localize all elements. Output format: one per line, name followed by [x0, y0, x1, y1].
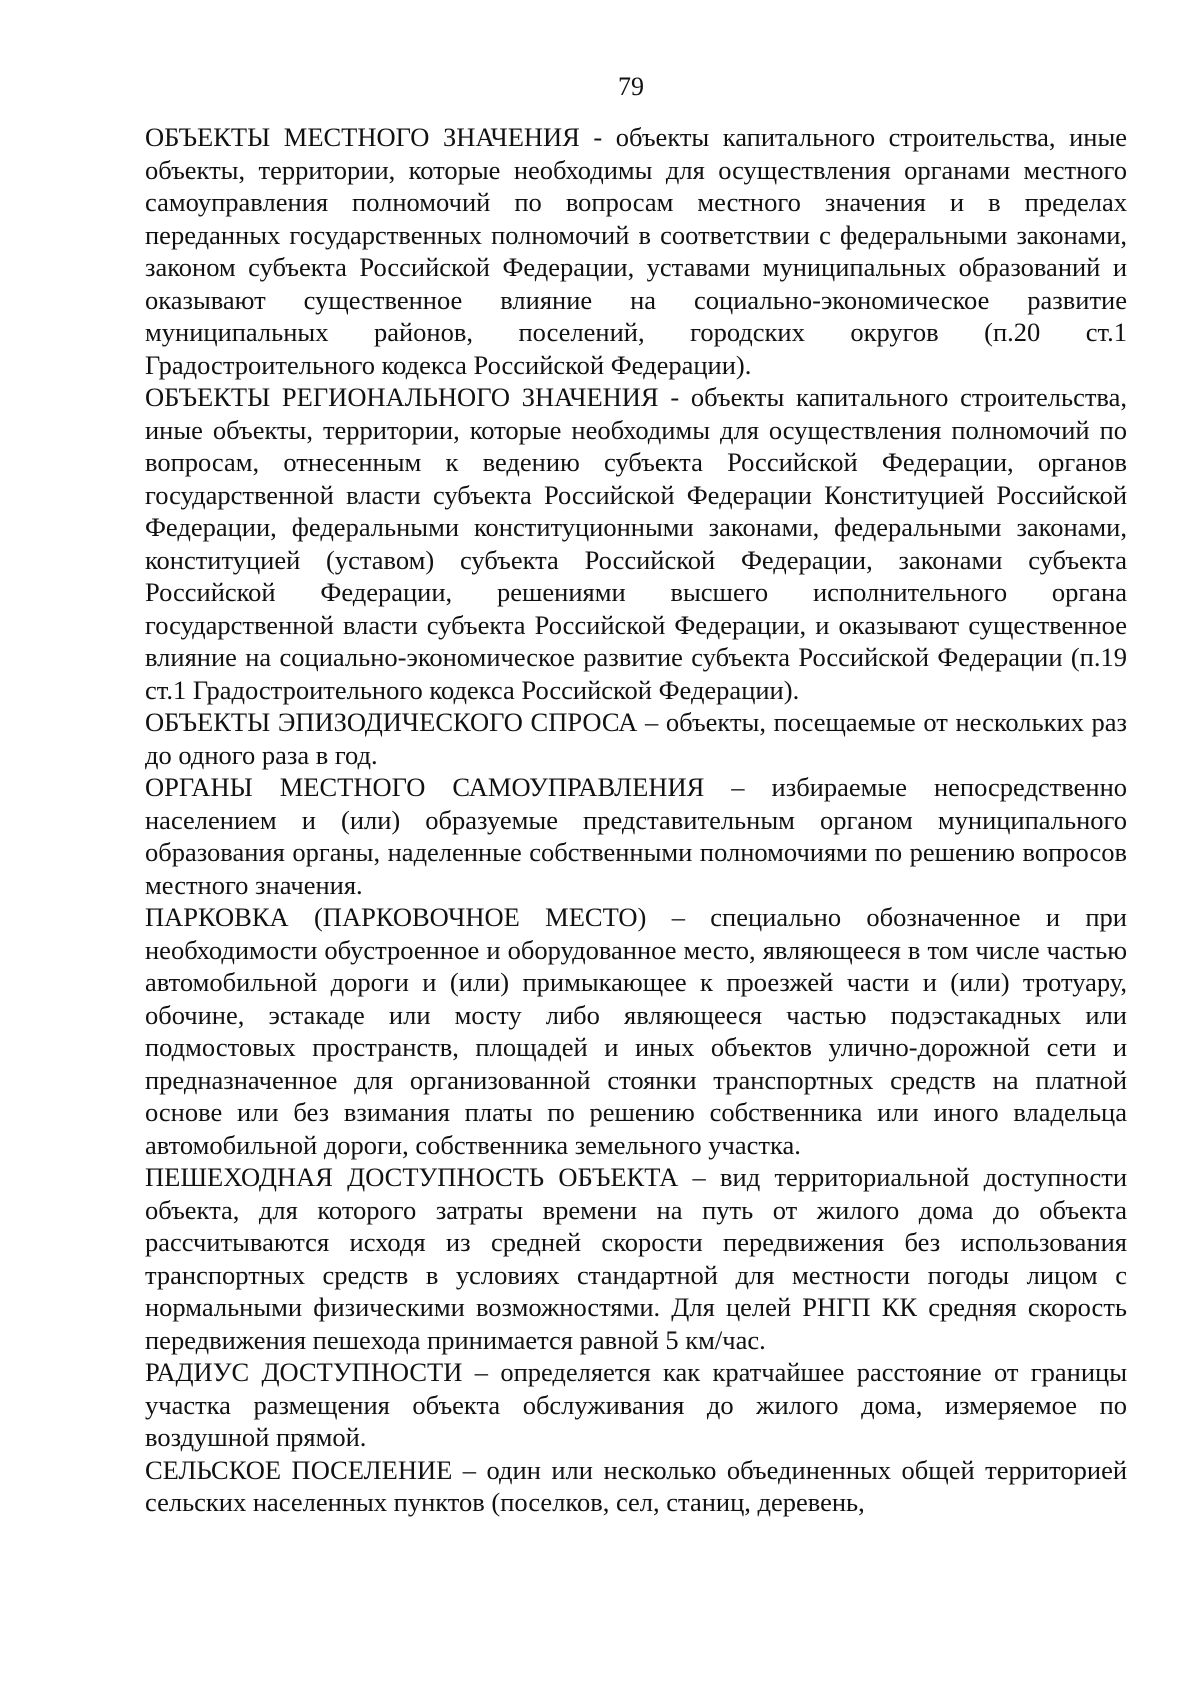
entry-separator: –: [645, 707, 659, 737]
glossary-entry: [145, 121, 1127, 381]
entry-term: ПАРКОВКА (ПАРКОВОЧНОЕ МЕСТО): [145, 902, 647, 932]
glossary-entry: [145, 771, 1127, 901]
glossary-entry: [145, 1454, 1127, 1519]
entry-separator: -: [593, 122, 603, 152]
entry-term: СЕЛЬСКОЕ ПОСЕЛЕНИЕ: [145, 1454, 453, 1485]
entry-term: ПЕШЕХОДНАЯ ДОСТУПНОСТЬ ОБЪЕКТА: [145, 1162, 679, 1192]
entry-term: ОБЪЕКТЫ РЕГИОНАЛЬНОГО ЗНАЧЕНИЯ: [145, 382, 659, 412]
entry-term: РАДИУС ДОСТУПНОСТИ: [145, 1357, 463, 1387]
glossary-entry: [145, 1356, 1127, 1454]
entry-term: ОБЪЕКТЫ ЭПИЗОДИЧЕСКОГО СПРОСА: [145, 707, 638, 737]
entry-definition: объекты капитального строительства, иные объекты, территории, которые необходимы для осуществления полномочий по вопросам, отнесенным к ведению субъекта Российской Федерации, органов государственной власти субъекта Российской Федерации Конституцией Российской Федерации, федеральными конституционными законами, федеральными законами, конституцией (уставом) субъекта Российской Федерации, законами субъекта Российской Федерации, решениями высшего исполнительного органа государственной власти субъекта Российской Федерации, и оказывают существенное влияние на социально-экономическое развитие субъекта Российской Федерации (п.19 ст.1 Градостроительного кодекса Российской Федерации).: [145, 382, 1127, 705]
entry-definition: объекты капитального строительства, иные объекты, территории, которые необходимы для осуществления органами местного самоуправления полномочий по вопросам местного значения и в пределах переданных государственных полномочий в соответствии с федеральными законами, законом субъекта Российской Федерации, уставами муниципальных образований и оказывают существенное влияние на социально-экономическое развитие муниципальных районов, поселений, городских округов (п.20 ст.1 Градостроительного кодекса Российской Федерации).: [145, 122, 1128, 380]
glossary-content: [145, 121, 1127, 1519]
entry-term: ОБЪЕКТЫ МЕСТНОГО ЗНАЧЕНИЯ: [145, 122, 580, 152]
entry-separator: –: [462, 1454, 477, 1485]
entry-separator: –: [671, 902, 685, 932]
entry-separator: –: [731, 772, 745, 802]
entry-separator: –: [474, 1357, 488, 1387]
page-number: 79: [618, 72, 644, 101]
entry-definition: объекты, посещаемые от нескольких раз до одного раза в год.: [145, 707, 1128, 770]
entry-definition: определяется как кратчайшее расстояние от границы участка размещения объекта обслуживания до жилого дома, измеряемое по воздушной прямой.: [145, 1357, 1127, 1452]
entry-definition: специально обозначенное и при необходимости обустроенное и оборудованное место, являющееся в том числе частью автомобильной дороги и (или) примыкающее к проезжей части и (или) тротуару, обочине, эстакаде или мосту либо являющееся частью подэстакадных или подмостовых пространств, площадей и иных объектов улично-дорожной сети и предназначенное для организованной стоянки транспортных средств на платной основе или без взимания платы по решению собственника или иного владельца автомобильной дороги, собственника земельного участка.: [145, 902, 1127, 1160]
entry-separator: -: [670, 382, 680, 412]
entry-definition: один или несколько объединенных общей территорией сельских населенных пунктов (поселков, сел, станиц, деревень,: [145, 1454, 1128, 1517]
entry-definition: избираемые непосредственно населением и (или) образуемые представительным органом муниципального образования органы, наделенные собственными полномочиями по решению вопросов местного значения.: [145, 772, 1127, 900]
entry-definition: вид территориальной доступности объекта, для которого затраты времени на путь от жилого дома до объекта рассчитываются исходя из средней скорости передвижения без использования транспортных средств в условиях стандартной для местности погоды лицом с нормальными физическими возможностями. Для целей РНГП КК средняя скорость передвижения пешехода принимается равной 5 км/час.: [145, 1162, 1127, 1355]
glossary-entry: [145, 706, 1127, 771]
entry-separator: –: [692, 1162, 706, 1192]
entry-term: ОРГАНЫ МЕСТНОГО САМОУПРАВЛЕНИЯ: [145, 772, 705, 802]
glossary-entry: [145, 901, 1127, 1161]
glossary-entry: [145, 381, 1127, 706]
glossary-entry: [145, 1161, 1127, 1356]
